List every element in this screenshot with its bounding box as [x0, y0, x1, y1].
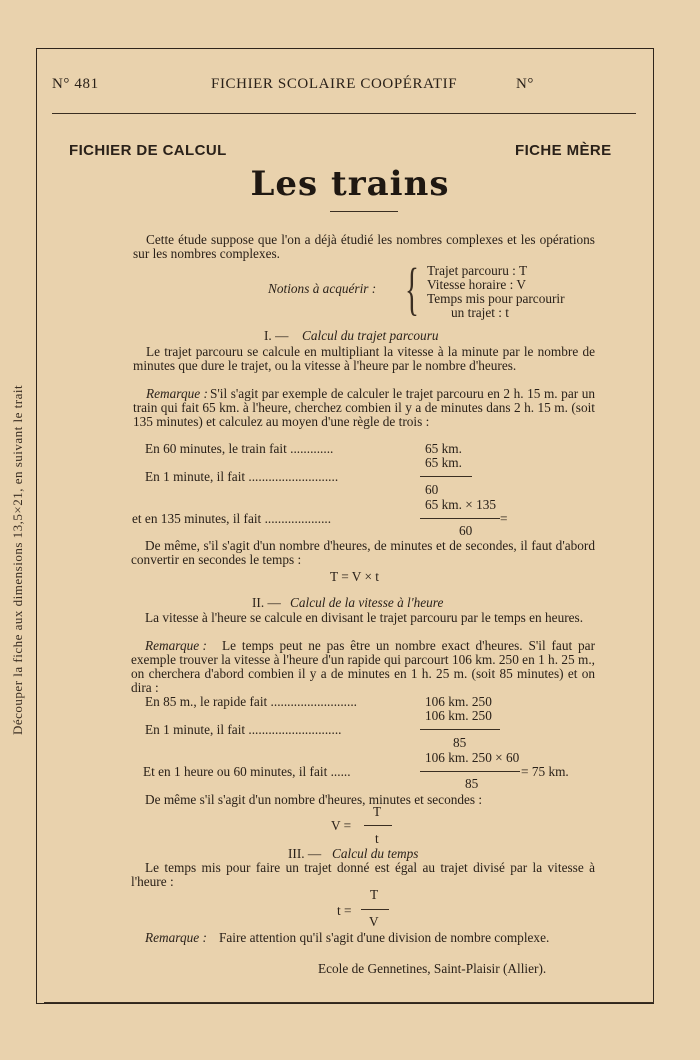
- cutting-instruction: Découper la fiche aux dimensions 13,5×21, en suivant le trait: [10, 384, 25, 735]
- title-underline: [330, 211, 398, 212]
- result-value: = 75 km.: [521, 764, 569, 779]
- final-remark: Faire attention qu'il s'agit d'une division de nombre complexe.: [219, 930, 550, 945]
- section-paragraph: De même, s'il s'agit d'un nombre d'heures, de minutes et de secondes, il faut d'abord convertir en secondes le temps :: [131, 538, 595, 567]
- remark-label: Remarque :: [145, 638, 207, 653]
- section-remark: Le temps peut ne pas être un nombre exact d'heures. S'il faut par exemple trouver la vitesse à l'heure d'un rapide qui parcourt 106 km. 250 en 1 h. 25 m., on cherchera d'abord combien il y a de minutes en 1 h. 25 m. (soit 85 minutes) et on dira :: [131, 638, 595, 695]
- section-paragraph: De même s'il s'agit d'un nombre d'heures, minutes et secondes :: [145, 792, 483, 807]
- fraction-denominator: 60: [425, 482, 439, 497]
- intro-paragraph: Cette étude suppose que l'on a déjà étudié les nombres complexes et les opérations sur les nombres complexes.: [133, 232, 595, 261]
- remark-label: Remarque :: [146, 386, 208, 401]
- section-paragraph: Le temps mis pour faire un trajet donné est égal au trajet divisé par la vitesse à l'heure :: [131, 860, 595, 889]
- formula-left: V =: [331, 818, 352, 833]
- formula-numerator: T: [373, 804, 382, 819]
- calc-line: En 85 m., le rapide fait ..........................: [145, 694, 357, 709]
- fraction-bar: [364, 825, 392, 826]
- calc-line: Et en 1 heure ou 60 minutes, il fait ......: [143, 764, 351, 779]
- formula-denominator: t: [375, 831, 379, 846]
- formula-denominator: V: [369, 914, 379, 929]
- notion-item: Trajet parcouru : T: [427, 263, 528, 278]
- formula: T = V × t: [330, 569, 379, 584]
- notions-brace: {: [404, 256, 419, 321]
- header-title: FICHIER SCOLAIRE COOPÉRATIF: [211, 76, 458, 92]
- header-number-field: N°: [516, 76, 535, 92]
- fraction-bar: [420, 518, 500, 519]
- calc-value: 106 km. 250: [425, 694, 492, 709]
- remark-label: Remarque :: [145, 930, 207, 945]
- section-heading: Calcul du trajet parcouru: [302, 328, 439, 343]
- fraction-bar: [420, 771, 520, 772]
- equals-sign: =: [500, 511, 508, 526]
- calc-line: En 1 minute, il fait ...........................: [145, 469, 339, 484]
- bottom-cut-line: [44, 1002, 654, 1003]
- fraction-numerator: 65 km.: [425, 455, 462, 470]
- fraction-bar: [420, 476, 472, 477]
- section-paragraph: La vitesse à l'heure se calcule en divisant le trajet parcouru par le temps en heures.: [145, 610, 584, 625]
- fraction-bar: [361, 909, 389, 910]
- file-type: FICHE MÈRE: [515, 142, 612, 159]
- notion-item: Temps mis pour parcourir: [427, 291, 565, 306]
- calc-line: et en 135 minutes, il fait ....................: [132, 511, 332, 526]
- card-number: N° 481: [52, 76, 99, 92]
- calc-line: En 1 minute, il fait ............................: [145, 722, 342, 737]
- fraction-denominator: 85: [465, 776, 479, 791]
- section-heading-number: II. —: [252, 595, 281, 610]
- section-paragraph: Le trajet parcouru se calcule en multipliant la vitesse à la minute par le nombre de minutes que dure le trajet, ou la vitesse à l'heure par le nombre d'heures.: [133, 344, 595, 373]
- header-divider: [52, 113, 636, 114]
- calc-value: 65 km.: [425, 441, 462, 456]
- section-heading: Calcul du temps: [332, 846, 419, 861]
- fraction-bar: [420, 729, 500, 730]
- calc-line: En 60 minutes, le train fait .............: [145, 441, 334, 456]
- formula-left: t =: [337, 903, 352, 918]
- formula-numerator: T: [370, 887, 379, 902]
- notion-item: Vitesse horaire : V: [427, 277, 527, 292]
- notions-label: Notions à acquérir :: [268, 281, 377, 296]
- fraction-denominator: 60: [459, 523, 473, 538]
- section-remark: S'il s'agit par exemple de calculer le trajet parcouru en 2 h. 15 m. par un train qui fait 65 km. à l'heure, cherchez combien il y a de minutes dans 2 h. 15 m. (soit 135 minutes) et calculez au moyen d'une règle de trois :: [133, 386, 595, 429]
- page-title: Les trains: [250, 164, 450, 204]
- fraction-denominator: 85: [453, 735, 467, 750]
- fraction-numerator: 106 km. 250 × 60: [425, 750, 520, 765]
- notion-item: un trajet : t: [451, 305, 509, 320]
- section-heading-number: I. —: [264, 328, 289, 343]
- section-heading: Calcul de la vitesse à l'heure: [290, 595, 444, 610]
- signature: Ecole de Gennetines, Saint-Plaisir (Allier).: [318, 961, 547, 976]
- fraction-numerator: 65 km. × 135: [425, 497, 497, 512]
- fraction-numerator: 106 km. 250: [425, 708, 492, 723]
- section-heading-number: III. —: [288, 846, 322, 861]
- file-category: FICHIER DE CALCUL: [69, 142, 227, 159]
